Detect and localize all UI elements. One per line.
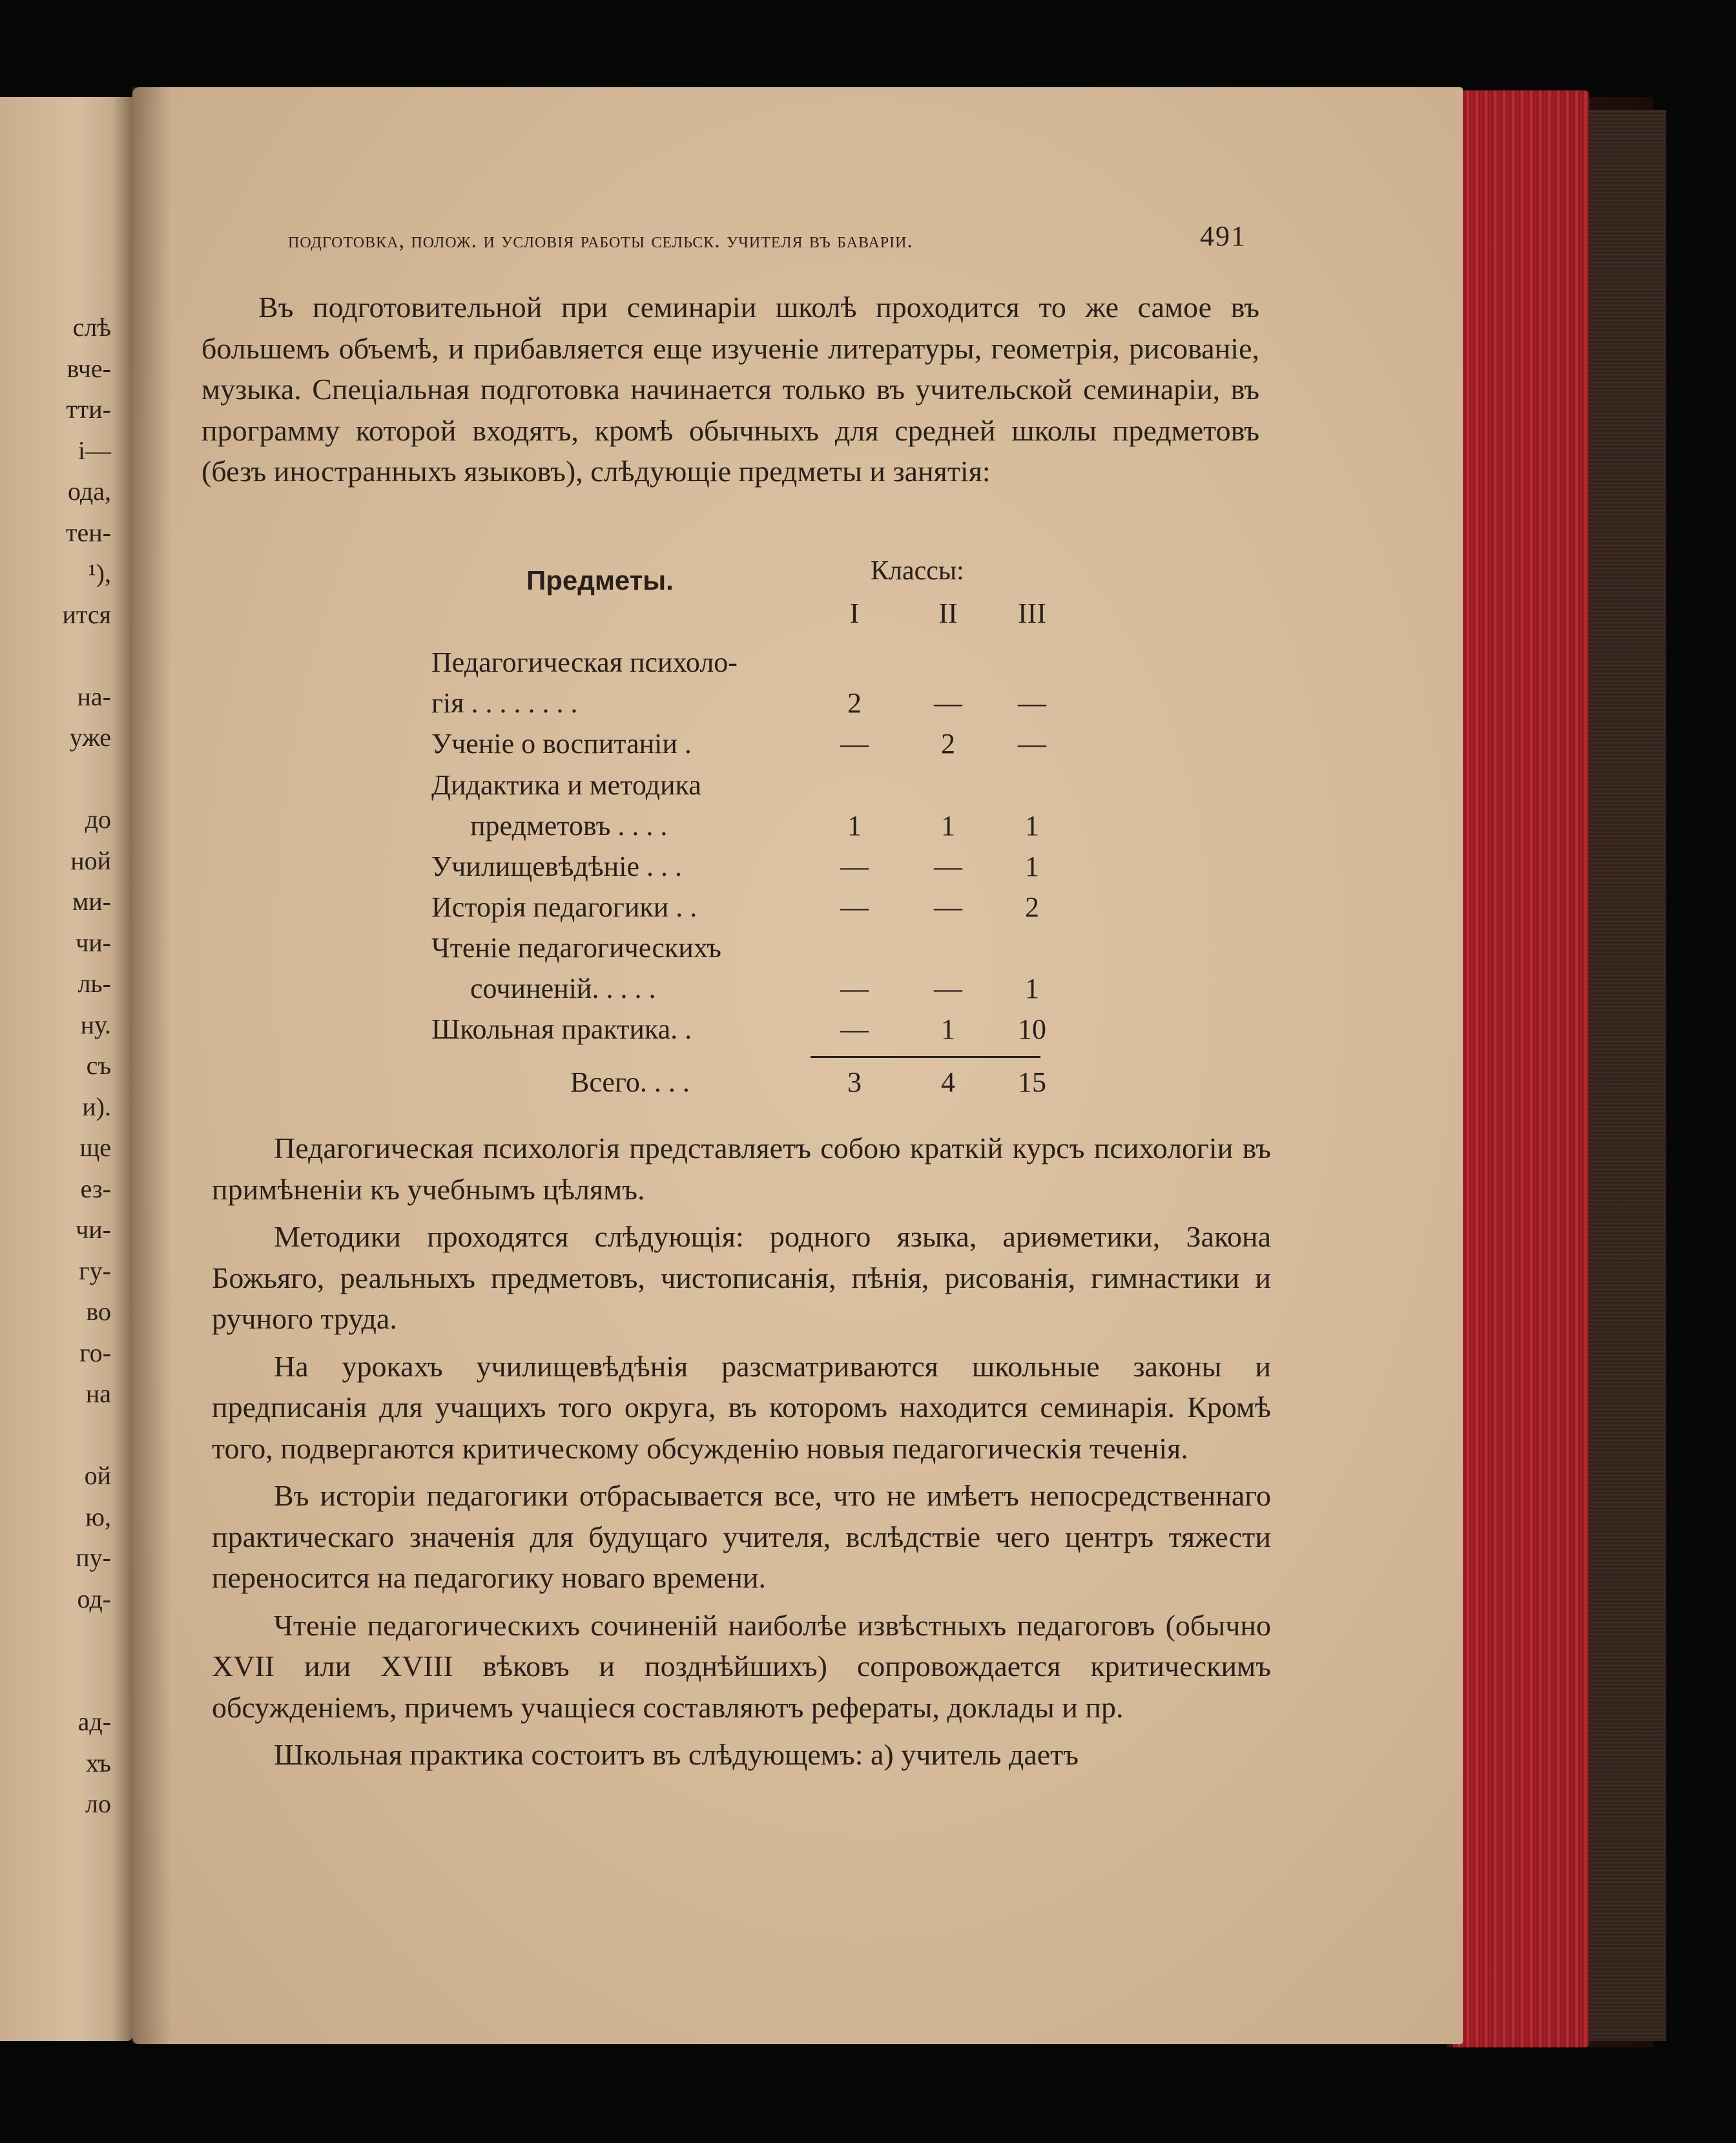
subject-name-continuation: сочиненій. . . . . [470,973,656,1004]
paragraph: Школьная практика состоитъ въ слѣдующемъ: а) учитель даетъ [274,1738,1079,1771]
body-text-block [212,1128,1271,1782]
hours-class-3: 1 [1025,973,1039,1004]
hours-class-1: — [840,728,869,760]
previous-page-fragment: во [86,1297,111,1326]
previous-page-fragment: уже [69,723,111,752]
previous-page-fragment: ю, [85,1502,111,1531]
red-page-edges [1453,90,1589,2047]
hours-class-2: 1 [941,810,955,842]
curriculum-table [420,555,1046,1111]
hours-class-3: 2 [1025,891,1039,923]
hours-class-1: — [840,973,869,1004]
previous-page-fragment: тен- [66,517,111,547]
hours-class-3: 10 [1018,1013,1046,1045]
table-total-row [431,1066,1046,1106]
subject-name: Училищевѣдѣніе . . . [431,851,682,882]
paragraph: Въ исторіи педагогики отбрасывается все, что не имѣетъ непосредственнаго практическаго значенія для будущаго учителя, вслѣдствіе чего центръ тяжести переносится на педагогику новаго времени. [212,1479,1271,1594]
hours-class-1: — [840,891,869,923]
hours-class-3: — [1018,687,1046,719]
table-row-continuation [431,687,1046,727]
hours-class-1: 2 [847,687,862,719]
table-row [431,931,1032,972]
paragraph: Педагогическая психологія представляетъ собою краткій курсъ психологіи въ примѣненіи къ учебнымъ цѣлямъ. [212,1132,1271,1206]
table-row-continuation [431,972,1039,1013]
previous-page-fragment: гу- [79,1256,111,1285]
previous-page-fragment: ло [85,1789,111,1818]
previous-page-fragment [0,1414,116,1456]
running-header [288,220,1257,258]
previous-page-fragment [0,758,116,800]
previous-page-fragment: го- [79,1338,111,1367]
hours-class-1: — [840,1013,869,1045]
hours-class-3: — [1018,728,1046,760]
previous-page-fragment: ¹), [88,559,111,588]
table-row-continuation [431,809,1039,850]
previous-page-fragment: ще [79,1133,111,1162]
hours-class-2: 2 [941,728,955,760]
hours-class-1: — [840,851,869,882]
previous-page-fragment: тти- [66,395,111,424]
class-numeral: III [1018,597,1046,629]
previous-page-fragment: хъ [85,1748,111,1777]
previous-page-fragment: ода, [68,477,111,506]
hours-class-3: 1 [1025,851,1039,882]
subject-name: Школьная практика. . [431,1013,692,1045]
total-class-2: 4 [941,1066,955,1098]
previous-page-text-fragments [0,307,116,1825]
class-numeral: II [938,597,958,629]
previous-page-fragment: слѣ [72,313,111,342]
total-label: Всего. . . . [570,1066,690,1098]
intro-paragraph-block [202,287,1259,492]
previous-page-fragment [0,1661,116,1702]
previous-page-fragment: ной [70,845,111,875]
total-rule [811,1056,1040,1058]
total-class-3: 15 [1018,1066,1046,1098]
previous-page-fragment: и). [82,1092,111,1121]
table-row [431,769,1032,809]
previous-page-fragment: ну. [80,1009,111,1039]
previous-page-fragment: на- [77,681,111,711]
paragraph: Чтеніе педагогическихъ сочиненій наиболѣе извѣстныхъ педагоговъ (обычно XVII или XVIII вѣковъ и позднѣйшихъ) сопровождается критическимъ обсужденіемъ, причемъ учащіеся составляютъ рефераты, доклады и пр. [212,1608,1271,1724]
table-row [431,850,1039,891]
hours-class-2: — [934,687,962,719]
subjects-column-header: Предметы. [526,565,674,595]
previous-page-fragment: і— [78,435,111,465]
previous-page-fragment: од- [77,1584,111,1613]
hours-class-2: — [934,973,962,1004]
previous-page-fragment: вче- [67,353,111,383]
table-row [431,727,1046,768]
hours-class-1: 1 [847,810,862,842]
previous-page-fragment: ми- [72,887,111,916]
intro-paragraph: Въ подготовительной при семинаріи школѣ проходится то же самое въ большемъ объемѣ, и прибавляется еще изученіе литературы, геометрія, рисованіе, музыка. Спеціальная подготовка начинается только въ учительской семинаріи, въ программу которой входятъ, кромѣ обычныхъ для средней школы предметовъ (безъ иностранныхъ языковъ), слѣдующіе предметы и занятія: [202,291,1259,488]
hours-class-2: 1 [941,1013,955,1045]
subject-name-continuation: гія . . . . . . . . [431,687,578,719]
previous-page-fragment: чи- [76,1215,111,1244]
hours-class-3: 1 [1025,810,1039,842]
previous-page-fragment [0,635,116,676]
paragraph: На урокахъ училищевѣдѣнія разсматриваются школьные законы и предписанія для учащихъ того округа, въ которомъ находится семинарія. Кромѣ того, подвергаются критическому обсужденію новыя педагогическія теченія. [212,1349,1271,1465]
subject-name: Педагогическая психоло- [431,647,738,678]
previous-page-fragment: ой [84,1461,111,1490]
book-cover-cloth [1576,110,1666,2041]
classes-column-header: Классы: [871,556,964,586]
previous-page-fragment [0,1619,116,1661]
previous-page-fragment: ад- [78,1707,111,1736]
subject-name-continuation: предметовъ . . . . [470,810,668,842]
subject-name: Ученіе о воспитаніи . [431,728,692,760]
previous-page-fragment: до [85,805,111,834]
hours-class-2: — [934,851,962,882]
previous-page-fragment: чи- [76,927,111,957]
subject-name: Исторія педагогики . . [431,891,698,923]
previous-page-fragment: ез- [80,1174,111,1203]
page-gutter-shadow [132,87,171,2044]
running-title: подготовка, полож. и условія работы сельск. учителя въ баваріи. [288,229,913,253]
table-row [431,891,1039,931]
previous-page-fragment: пу- [76,1543,111,1572]
page-number: 491 [1200,220,1246,252]
previous-page-fragment: ль- [78,969,111,998]
paragraph: Методики проходятся слѣдующія: родного языка, ариѳметики, Закона Божьяго, реальныхъ предметовъ, чистописанія, пѣнія, рисованія, гимнастики и ручного труда. [212,1220,1271,1335]
previous-page-fragment: на [85,1379,111,1408]
previous-page-fragment: съ [86,1051,111,1080]
total-class-1: 3 [847,1066,862,1098]
table-row [431,646,1032,687]
table-row [431,1013,1046,1053]
hours-class-2: — [934,891,962,923]
subject-name: Дидактика и методика [431,769,701,801]
previous-page-fragment: ится [62,599,111,629]
class-numeral: I [849,597,860,629]
subject-name: Чтеніе педагогическихъ [431,932,721,964]
